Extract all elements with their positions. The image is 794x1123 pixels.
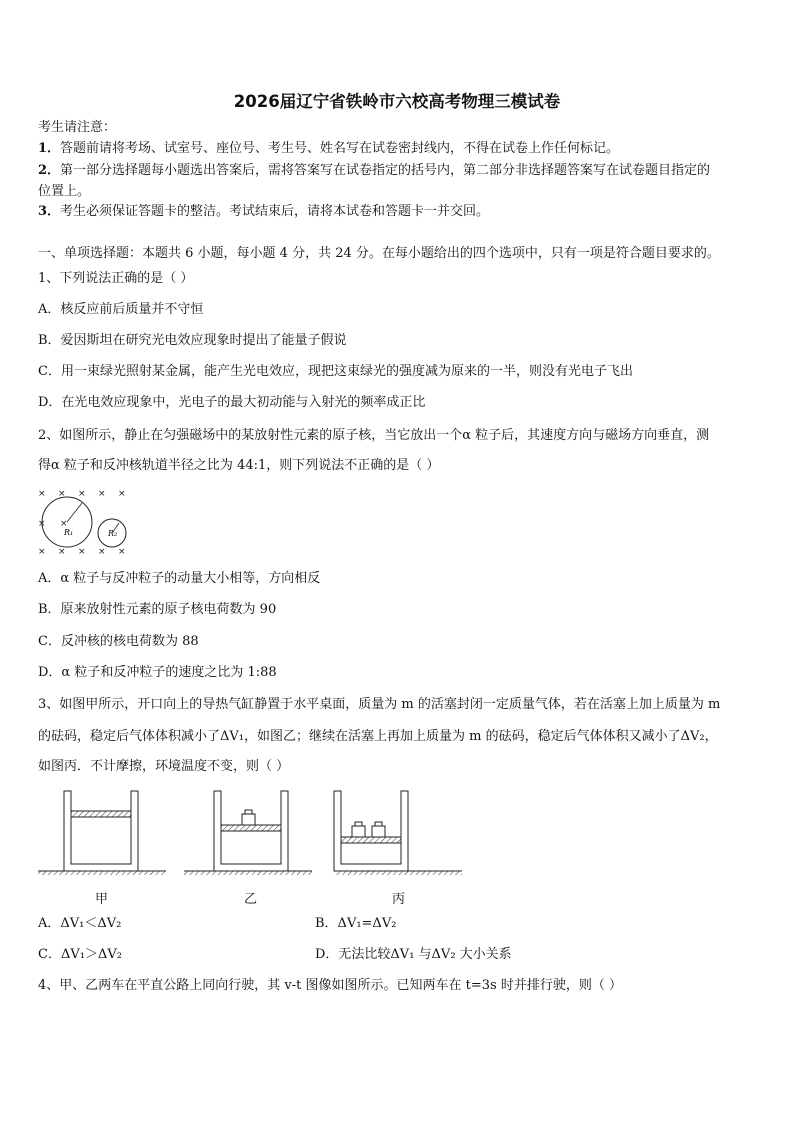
notice-item [38, 184, 90, 200]
field-cross-mark: × [38, 519, 46, 529]
field-cross-mark: × [58, 547, 66, 557]
field-cross-mark: × [60, 519, 68, 529]
r1-label: R₁ [64, 528, 74, 537]
caption-bing: 丙 [392, 892, 406, 907]
field-cross-mark: × [118, 489, 126, 499]
q3-option-d: D．无法比较ΔV₁ 与ΔV₂ 大小关系 [315, 947, 512, 962]
q3-option-a: A．ΔV₁＜ΔV₂ [38, 916, 122, 931]
notice-item-num: 2． [38, 163, 61, 178]
field-cross-mark: × [78, 489, 86, 499]
field-cross-mark: × [98, 489, 106, 499]
q3-cylinder-figures [36, 785, 466, 880]
notice-item [38, 141, 619, 157]
page-title: 2026届辽宁省铁岭市六校高考物理三模试卷 [233, 92, 561, 111]
notice-item-num: 1． [38, 141, 61, 156]
field-cross-mark: × [78, 547, 86, 557]
notice-item-num: 3． [38, 204, 61, 219]
q3-stem-line3: 如图丙．不计摩擦，环境温度不变，则（ ） [38, 759, 290, 774]
q3-stem-line1: 3、如图甲所示，开口向上的导热气缸静置于水平桌面，质量为 m 的活塞封闭一定质量气体，若在活塞上加上质量为 m [38, 697, 721, 712]
q2-option-c: C．反冲核的核电荷数为 88 [38, 634, 199, 649]
section-heading: 一、单项选择题：本题共 6 小题，每小题 4 分，共 24 分。在每小题给出的四个选项中，只有一项是符合题目要求的。 [38, 246, 720, 261]
cylinder-yi [214, 791, 288, 871]
q2-stem-line1: 2、如图所示，静止在匀强磁场中的某放射性元素的原子核，当它放出一个α 粒子后，其速度方向与磁场方向垂直，测 [38, 428, 710, 443]
caption-yi: 乙 [244, 892, 258, 907]
field-cross-mark: × [58, 489, 66, 499]
notice-heading: 考生请注意： [38, 120, 117, 135]
notice-item-text: 位置上。 [38, 184, 91, 199]
q1-option-a: A．核反应前后质量并不守恒 [38, 302, 204, 317]
notice-item-text: 第一部分选择题每小题选出答案后，需将答案写在试卷指定的括号内，第二部分非选择题答案写在试卷题目指定的 [60, 163, 711, 178]
q2-magnetic-field-figure [36, 486, 136, 558]
field-cross-mark: × [38, 547, 46, 557]
q1-option-d: D．在光电效应现象中，光电子的最大初动能与入射光的频率成正比 [38, 395, 426, 410]
notice-item [38, 204, 489, 220]
r2-label: R₂ [108, 529, 118, 538]
field-cross-mark: × [38, 489, 46, 499]
field-cross-mark: × [118, 547, 126, 557]
q3-stem-line2: 的砝码，稳定后气体体积减小了ΔV₁，如图乙；继续在活塞上再加上质量为 m 的砝码，稳定后气体体积又减小了ΔV₂， [38, 729, 718, 744]
q1-stem: 1、下列说法正确的是（ ） [38, 271, 194, 286]
notice-item [38, 163, 710, 179]
q2-stem-line2: 得α 粒子和反冲核轨道半径之比为 44:1，则下列说法不正确的是（ ） [38, 458, 440, 473]
q2-option-d: D．α 粒子和反冲粒子的速度之比为 1:88 [38, 665, 277, 680]
cylinder-bing [334, 791, 408, 871]
q3-option-c: C．ΔV₁＞ΔV₂ [38, 947, 122, 962]
q3-option-b: B．ΔV₁=ΔV₂ [315, 916, 397, 931]
caption-jia: 甲 [95, 892, 109, 907]
ground-line [38, 871, 462, 875]
notice-item-text: 答题前请将考场、试室号、座位号、考生号、姓名写在试卷密封线内，不得在试卷上作任何标记。 [60, 141, 620, 156]
field-cross-mark: × [98, 547, 106, 557]
cylinder-jia [64, 791, 138, 871]
q2-option-a: A．α 粒子与反冲粒子的动量大小相等，方向相反 [38, 571, 321, 586]
q4-stem: 4、甲、乙两车在平直公路上同向行驶，其 v-t 图像如图所示。已知两车在 t=3s 时并排行驶，则（ ） [38, 978, 622, 993]
q1-option-b: B．爱因斯坦在研究光电效应现象时提出了能量子假说 [38, 333, 347, 348]
q2-option-b: B．原来放射性元素的原子核电荷数为 90 [38, 602, 277, 617]
q1-option-c: C．用一束绿光照射某金属，能产生光电效应，现把这束绿光的强度减为原来的一半，则没有光电子飞出 [38, 364, 633, 379]
notice-item-text: 考生必须保证答题卡的整洁。考试结束后，请将本试卷和答题卡一并交回。 [60, 204, 490, 219]
